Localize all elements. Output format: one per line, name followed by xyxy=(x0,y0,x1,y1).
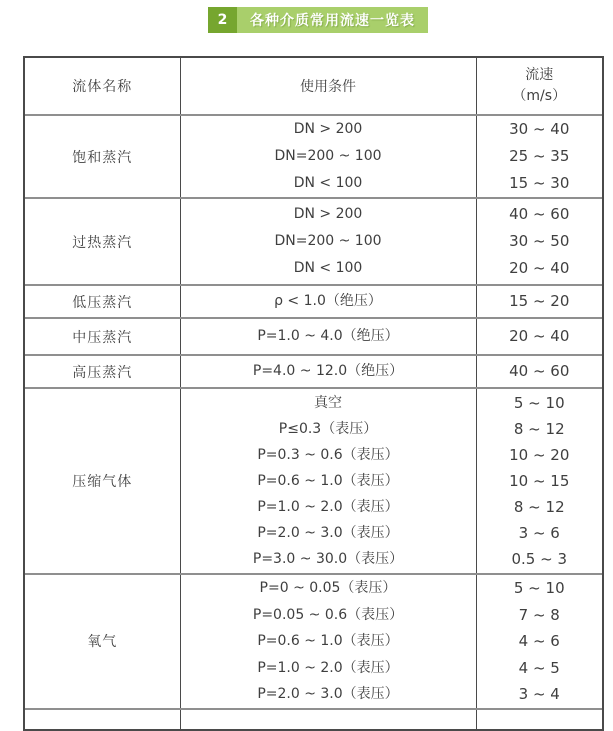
table-row-superheated-steam xyxy=(25,198,602,285)
fluid-name: 氧气 xyxy=(25,574,180,709)
speed-value: 15 ~ 30 xyxy=(509,174,570,192)
condition: DN=200 ~ 100 xyxy=(274,233,382,249)
fluid-name: 过热蒸汽 xyxy=(25,198,180,285)
condition: P=0.3 ~ 0.6（表压） xyxy=(257,447,399,463)
fluid-name: 低压蒸汽 xyxy=(25,285,180,318)
flow-velocity-table xyxy=(23,56,604,731)
section-number: 2 xyxy=(208,7,237,33)
speed-value: 25 ~ 35 xyxy=(509,147,570,165)
condition: DN > 200 xyxy=(293,206,363,222)
speed-value: 4 ~ 6 xyxy=(518,632,560,651)
section-title: 各种介质常用流速一览表 xyxy=(237,7,428,33)
speed-value: 3 ~ 4 xyxy=(518,685,560,704)
condition: P≤0.3（表压） xyxy=(278,421,378,437)
speed-value: 40 ~ 60 xyxy=(509,362,570,380)
condition: ρ < 1.0（绝压） xyxy=(274,293,382,309)
speed-value: 4 ~ 5 xyxy=(518,658,560,677)
speed-value: 0.5 ~ 3 xyxy=(511,550,567,568)
condition: P=1.0 ~ 4.0（绝压） xyxy=(257,328,399,344)
speed-value: 20 ~ 40 xyxy=(509,259,570,277)
condition: P=0.05 ~ 0.6（表压） xyxy=(252,606,404,623)
condition: DN=200 ~ 100 xyxy=(274,148,382,164)
speed-value: 8 ~ 12 xyxy=(513,420,565,438)
speed-value: 8 ~ 12 xyxy=(513,498,565,516)
header-fluid-name: 流体名称 xyxy=(25,58,180,115)
speed-value: 10 ~ 20 xyxy=(509,446,570,464)
header-speed-unit: （m/s） xyxy=(512,88,567,104)
table-row-oxygen xyxy=(25,574,602,709)
speed-value: 20 ~ 40 xyxy=(509,327,570,345)
fluid-name: 压缩气体 xyxy=(25,388,180,574)
condition: P=1.0 ~ 2.0（表压） xyxy=(257,499,399,515)
condition: P=2.0 ~ 3.0（表压） xyxy=(257,525,399,541)
condition: P=1.0 ~ 2.0（表压） xyxy=(257,659,399,676)
condition: P=0.6 ~ 1.0（表压） xyxy=(257,633,399,650)
speed-value: 3 ~ 6 xyxy=(518,524,560,542)
table-row-partial-clipped xyxy=(25,709,602,729)
table-row-low-pressure-steam xyxy=(25,285,602,318)
fluid-name: 高压蒸汽 xyxy=(25,355,180,388)
section-badge xyxy=(208,7,613,33)
table-header-row xyxy=(25,58,602,115)
speed-value: 30 ~ 40 xyxy=(509,120,570,138)
header-speed-label: 流速 xyxy=(525,67,554,83)
condition: DN < 100 xyxy=(293,175,363,191)
condition: P=4.0 ~ 12.0（绝压） xyxy=(252,363,404,379)
speed-value: 40 ~ 60 xyxy=(509,205,570,223)
header-speed xyxy=(476,58,602,115)
fluid-name: 中压蒸汽 xyxy=(25,318,180,355)
speed-value: 15 ~ 20 xyxy=(509,292,570,310)
table-row-high-pressure-steam xyxy=(25,355,602,388)
speed-value: 30 ~ 50 xyxy=(509,232,570,250)
condition: DN > 200 xyxy=(293,121,363,137)
condition: P=0.6 ~ 1.0（表压） xyxy=(257,473,399,489)
condition: P=2.0 ~ 3.0（表压） xyxy=(257,686,399,703)
table-row-medium-pressure-steam xyxy=(25,318,602,355)
condition: P=3.0 ~ 30.0（表压） xyxy=(252,551,404,567)
speed-value: 7 ~ 8 xyxy=(518,605,560,624)
speed-value: 5 ~ 10 xyxy=(513,579,565,597)
condition: DN < 100 xyxy=(293,260,363,276)
speed-value: 10 ~ 15 xyxy=(509,472,570,490)
fluid-name: 饱和蒸汽 xyxy=(25,115,180,198)
condition: P=0 ~ 0.05（表压） xyxy=(259,580,397,596)
table-row-saturated-steam xyxy=(25,115,602,198)
condition: 真空 xyxy=(314,395,342,411)
header-condition: 使用条件 xyxy=(180,58,476,115)
speed-value: 5 ~ 10 xyxy=(513,394,565,412)
table-row-compressed-gas xyxy=(25,388,602,574)
